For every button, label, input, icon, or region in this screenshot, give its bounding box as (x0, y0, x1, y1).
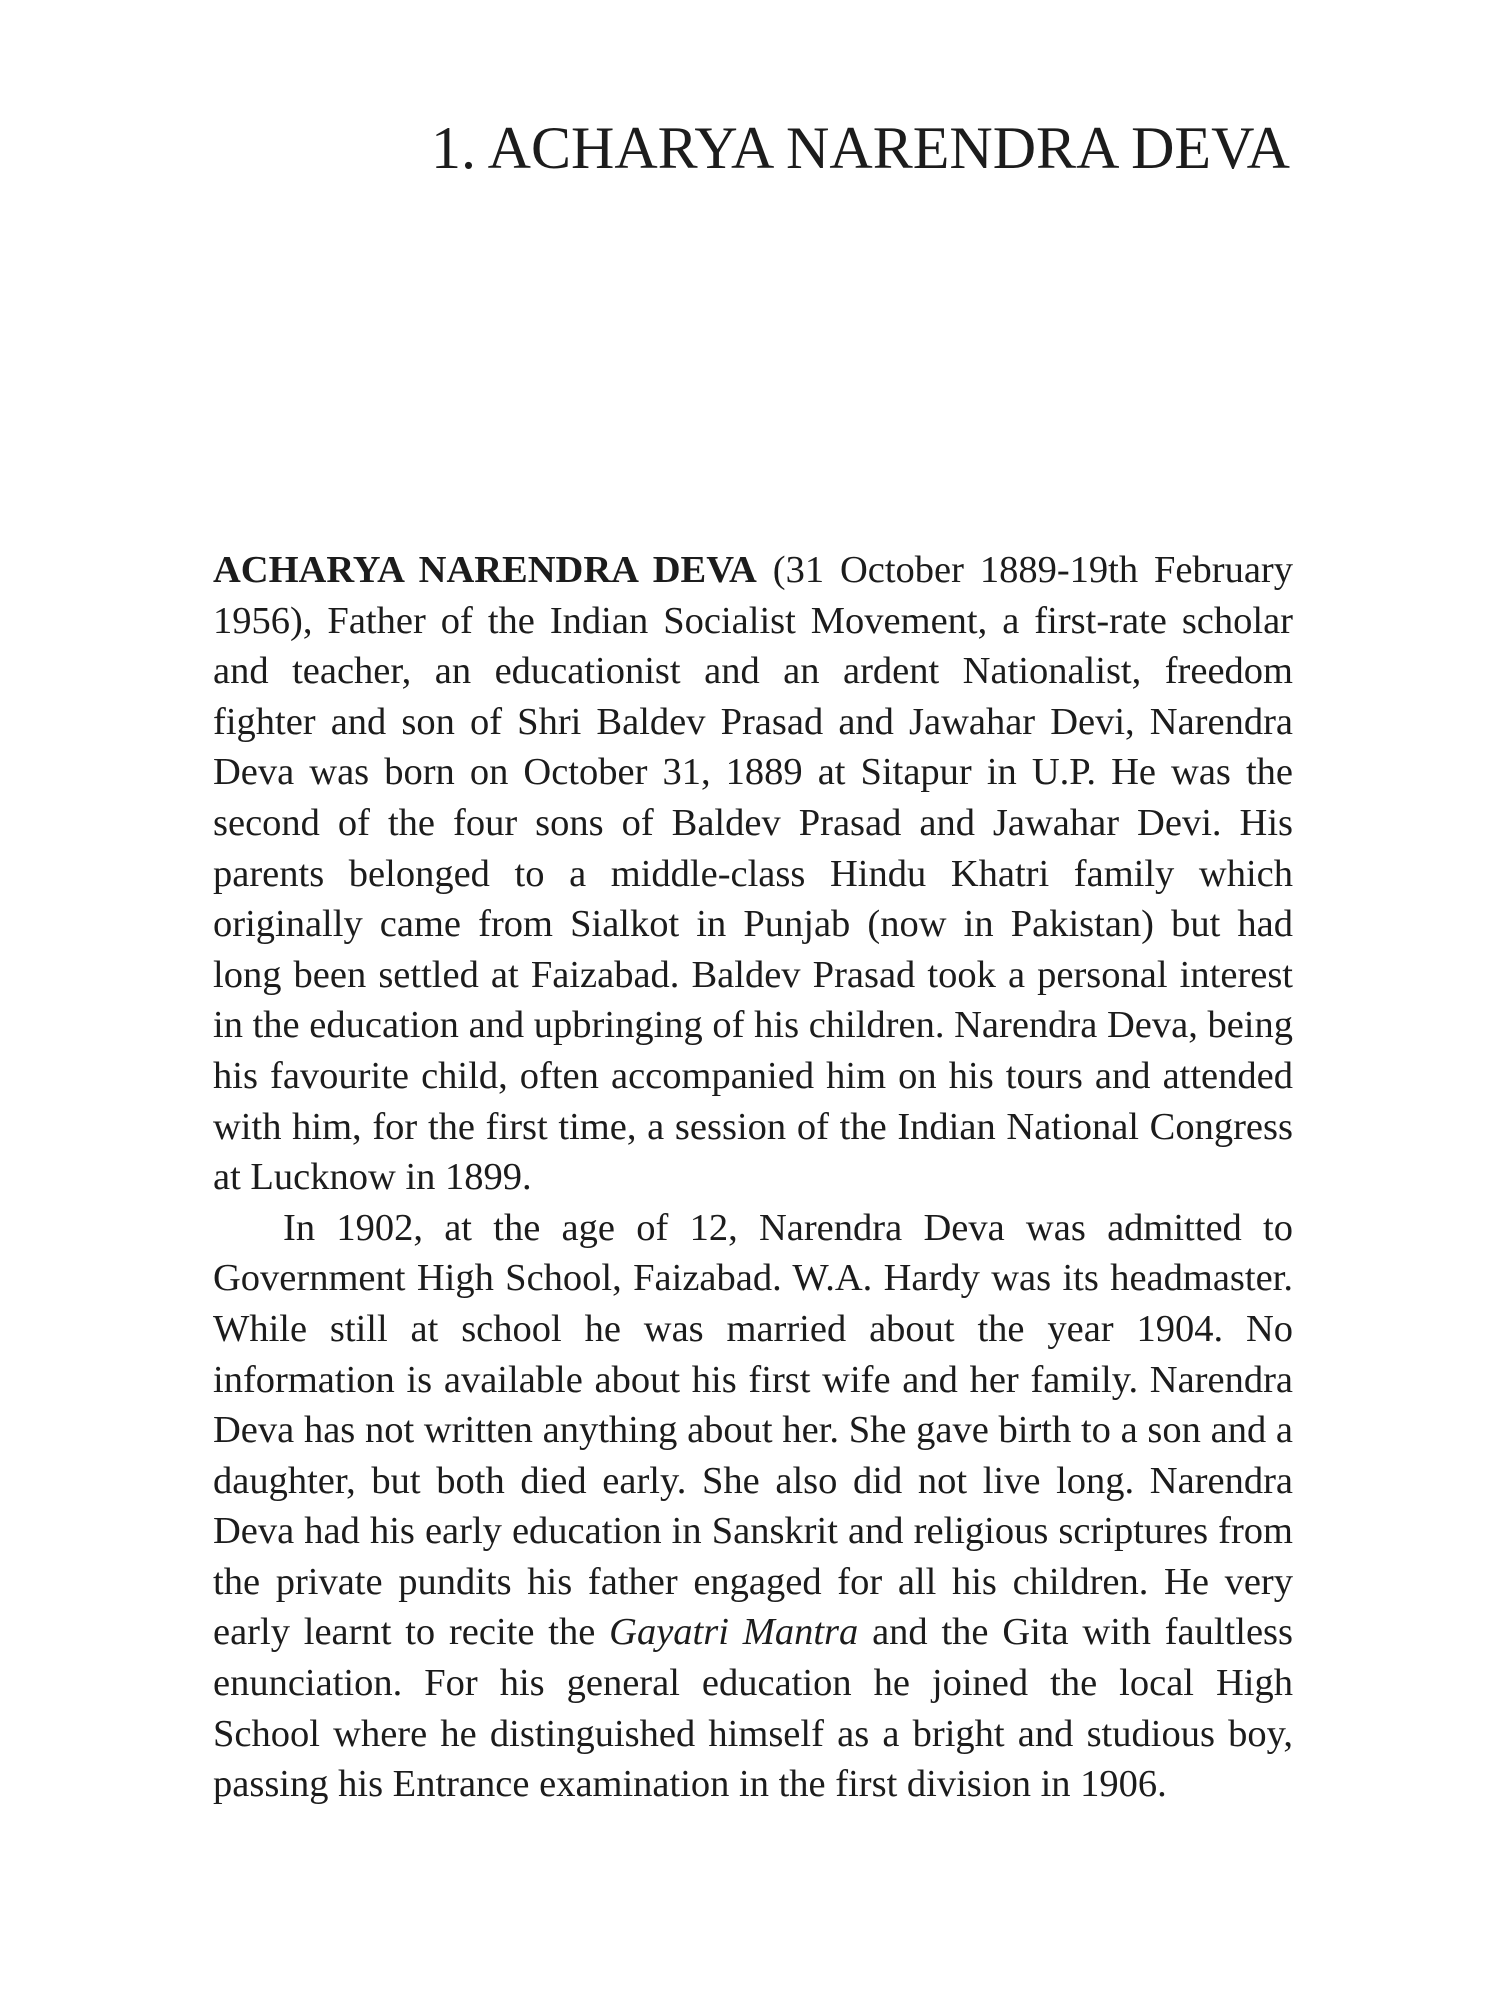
paragraph-1 (213, 545, 1293, 1203)
paragraph-1-lead: ACHARYA NARENDRA DEVA (213, 549, 757, 591)
chapter-title: 1. ACHARYA NARENDRA DEVA (430, 115, 1290, 181)
paragraph-2-emphasis: Gayatri Mantra (609, 1611, 859, 1654)
paragraph-2-text-after: and the Gita with faultless enunciation. For his general education he joined the local High School where he distinguished himself as a bright and studious boy, passing his Entrance examination in the first division in 1906. (213, 1611, 1294, 1806)
paragraph-2-text-before: In 1902, at the age of 12, Narendra Deva was admitted to Government High School, Faizabad. W.A. Hardy was its headmaster. While still at school he was married about the year 1904. No information is available about his first wife and her family. Narendra Deva has not written anything about her. She gave birth to a son and a daughter, but both died early. She also did not live long. Narendra Deva had his early education in Sanskrit and religious scriptures from the private pundits his father engaged for all his children. He very early learnt to recite the (213, 1206, 1293, 1654)
paragraph-2 (213, 1203, 1293, 1810)
paragraph-1-text: (31 October 1889-19th February 1956), Father of the Indian Socialist Movement, a first-rate scholar and teacher, an educationist and an ardent Nationalist, freedom fighter and son of Shri Baldev Prasad and Jawahar Devi, Narendra Deva was born on October 31, 1889 at Sitapur in U.P. He was the second of the four sons of Baldev Prasad and Jawahar Devi. His parents belonged to a middle-class Hindu Khatri family which originally came from Sialkot in Punjab (now in Pakistan) but had long been settled at Faizabad. Baldev Prasad took a personal interest in the education and upbringing of his children. Narendra Deva, being his favourite child, often accompanied him on his tours and attended with him, for the first time, a session of the Indian National Congress at Lucknow in 1899. (213, 549, 1293, 1199)
chapter-body (213, 545, 1293, 1810)
